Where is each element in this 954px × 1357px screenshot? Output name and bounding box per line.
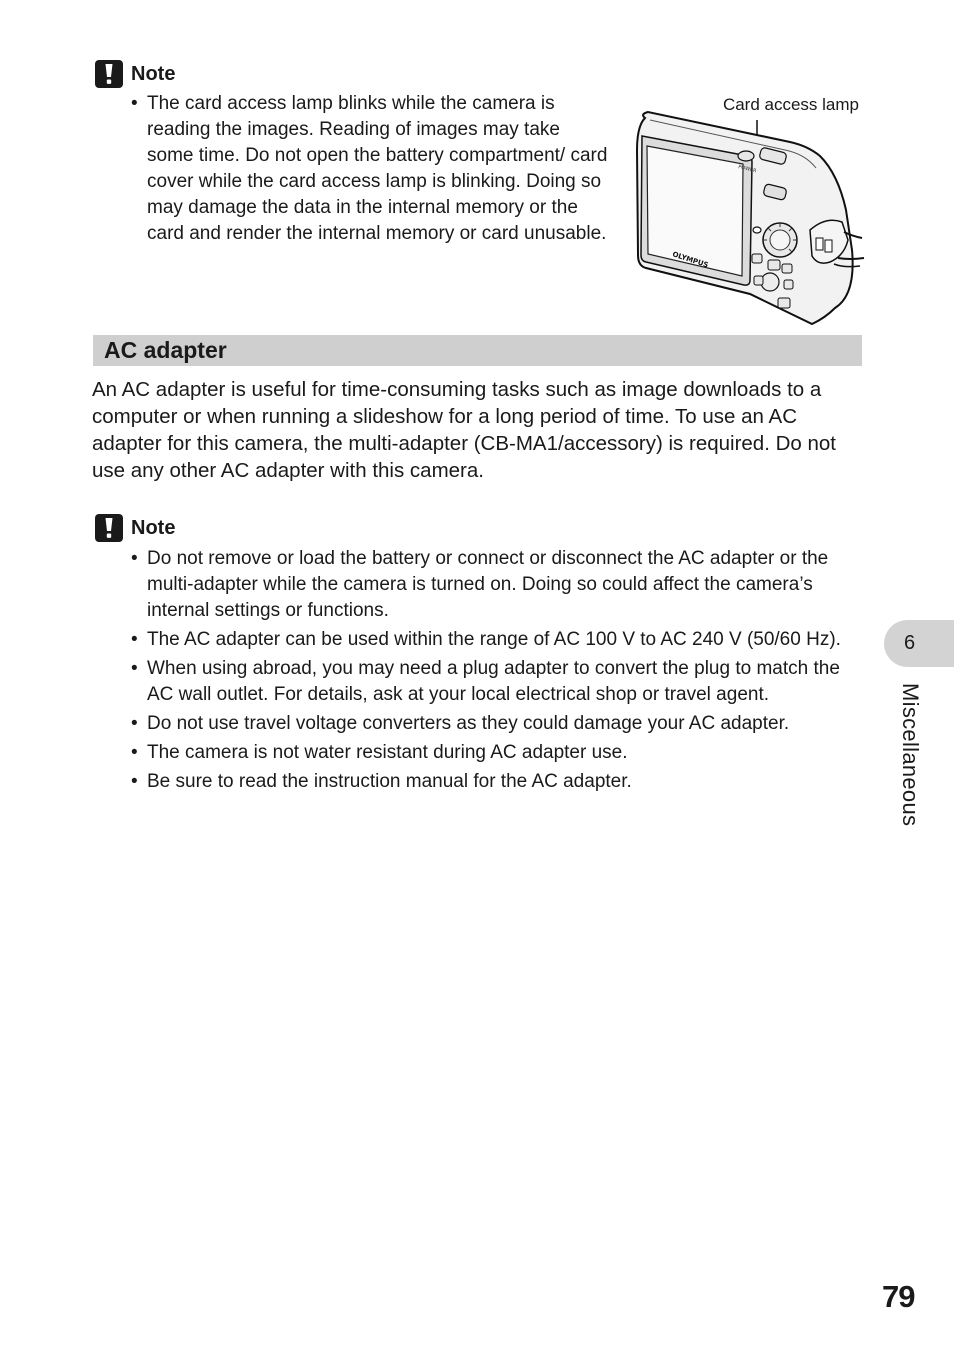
list-item: • Be sure to read the instruction manual for the AC adapter. (131, 769, 863, 795)
chapter-title: Miscellaneous (898, 683, 923, 827)
figure-caption: Card access lamp (722, 95, 859, 114)
brand-text: OLYMPUS (671, 250, 710, 270)
page-number: 79 (882, 1279, 915, 1314)
note-heading (95, 514, 175, 542)
list-item: • Do not remove or load the battery or connect or disconnect the AC adapter or the multi-adapter while the camera is turned on. Doing so could affect the camera’s internal settings or functions. (131, 546, 863, 624)
section-body: An AC adapter is useful for time-consuming tasks such as image downloads to a computer or when running a slideshow for a long period of time. To use an AC adapter for this camera, the multi-adapter (CB-MA1/accessory) is required. Do not use any other AC adapter with this camera. (92, 378, 836, 482)
list-item: • The card access lamp blinks while the camera is reading the images. Reading of images may take some time. Do not open the battery compartment/ card cover while the card access lamp is blinking. Doing so may damage the data in the internal memory or the card and render the internal memory or card unusable. (131, 91, 609, 247)
section-title: AC adapter (104, 337, 227, 363)
section-header (93, 335, 862, 366)
power-text: POWER (737, 164, 757, 175)
exclamation-icon (95, 514, 123, 542)
list-item: • When using abroad, you may need a plug adapter to convert the plug to match the AC wall outlet. For details, ask at your local electrical shop or travel agent. (131, 656, 863, 708)
chapter-tab[interactable] (884, 620, 954, 667)
note-label: Note (131, 516, 176, 539)
note-list (131, 91, 609, 247)
note-heading (95, 60, 175, 88)
exclamation-icon (95, 60, 123, 88)
camera-illustration (630, 90, 865, 330)
note-list (131, 546, 863, 798)
list-item: • Do not use travel voltage converters as they could damage your AC adapter. (131, 711, 863, 737)
list-item: • The AC adapter can be used within the range of AC 100 V to AC 240 V (50/60 Hz). (131, 627, 863, 653)
chapter-number: 6 (904, 632, 916, 654)
camera-figure (630, 90, 865, 330)
list-item: • The camera is not water resistant during AC adapter use. (131, 740, 863, 766)
note-label: Note (131, 62, 176, 85)
